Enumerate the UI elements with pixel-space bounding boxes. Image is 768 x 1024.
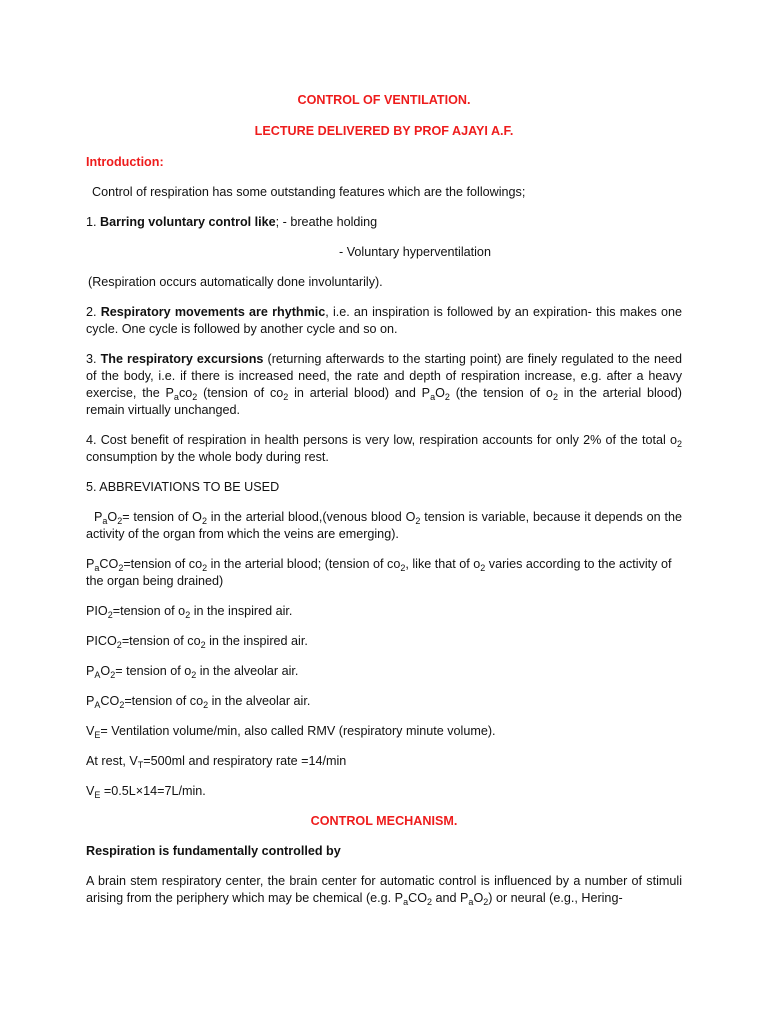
item-5: 5. ABBREVIATIONS TO BE USED	[86, 480, 280, 494]
document-title: CONTROL OF VENTILATION.	[297, 93, 471, 107]
abbr-calc: $V_E =0.5L\times 14=7L/\min$.	[86, 784, 206, 800]
abbr-ve: $V_E=$ Ventilation volume/min, also called RMV (respiratory minute volume).	[86, 724, 496, 740]
item-4: 4. Cost benefit of respiration in health persons is very low, respiration accounts for only 2% of the total $o_2$ consumption by the whole body during rest.	[86, 433, 682, 464]
mechanism-text: A brain stem respiratory center, the brain center for automatic control is influenced by a number of stimuli arising from the periphery which may be chemical (e.g. $P_aCO_2$ and $P_aO_2$) or neural (e.g., Hering-	[86, 874, 682, 907]
mechanism-heading: CONTROL MECHANISM.	[310, 814, 458, 828]
mechanism-bold: Respiration is fundamentally controlled by	[86, 844, 341, 858]
abbr-pico2: $PICO_2=tension$ of $co_2$ in the inspired air.	[86, 634, 308, 650]
item-1: 1. Barring voluntary control like; - breathe holding	[86, 215, 378, 229]
document-subtitle: LECTURE DELIVERED BY PROF AJAYI A.F.	[254, 124, 514, 138]
intro-text: Control of respiration has some outstanding features which are the followings;	[92, 185, 526, 199]
abbr-paco2: $P_aCO_2=tension$ of $co_2$ in the arterial blood; (tension of $co_2$, like that of $o_2$ varies according to the activity of the organ being drained)	[86, 557, 672, 588]
abbr-pio2: $PIO_2=tension$ of $o_2$ in the inspired air.	[86, 604, 293, 620]
item-1-line2: - Voluntary hyperventilation	[339, 245, 491, 259]
item-2: 2. Respiratory movements are rhythmic, i.e. an inspiration is followed by an expiration- this makes one cycle. One cycle is followed by another cycle and so on.	[86, 305, 682, 336]
abbr-pAo2: $P_AO_2=$ tension of $o_2$ in the alveolar air.	[86, 664, 299, 680]
intro-heading: Introduction:	[86, 155, 164, 169]
abbr-rest: At rest, $V_T=500ml$ and respiratory rate =14/min	[86, 754, 347, 770]
abbr-pao2: $P_aO_2=$ tension of $O_2$ in the arterial blood,(venous blood $O_2$ tension is variable, because it depends on the activity of the organ from which the veins are emerging).	[86, 510, 683, 541]
abbr-pAco2: $P_ACO_2=tension$ of $co_2$ in the alveolar air.	[86, 694, 311, 710]
item-1-note: (Respiration occurs automatically done involuntarily).	[88, 275, 383, 289]
item-3: 3. The respiratory excursions (returning afterwards to the starting point) are finely regulated to the need of the body, i.e. if there is increased need, the rate and depth of respiration increase, e.g. after a heavy exercise, the $P_aco_2$ (tension of $co_2$ in arterial blood) and $P_aO_2$ (the tension of $o_2$ in the arterial blood) remain virtually unchanged.	[86, 352, 682, 417]
